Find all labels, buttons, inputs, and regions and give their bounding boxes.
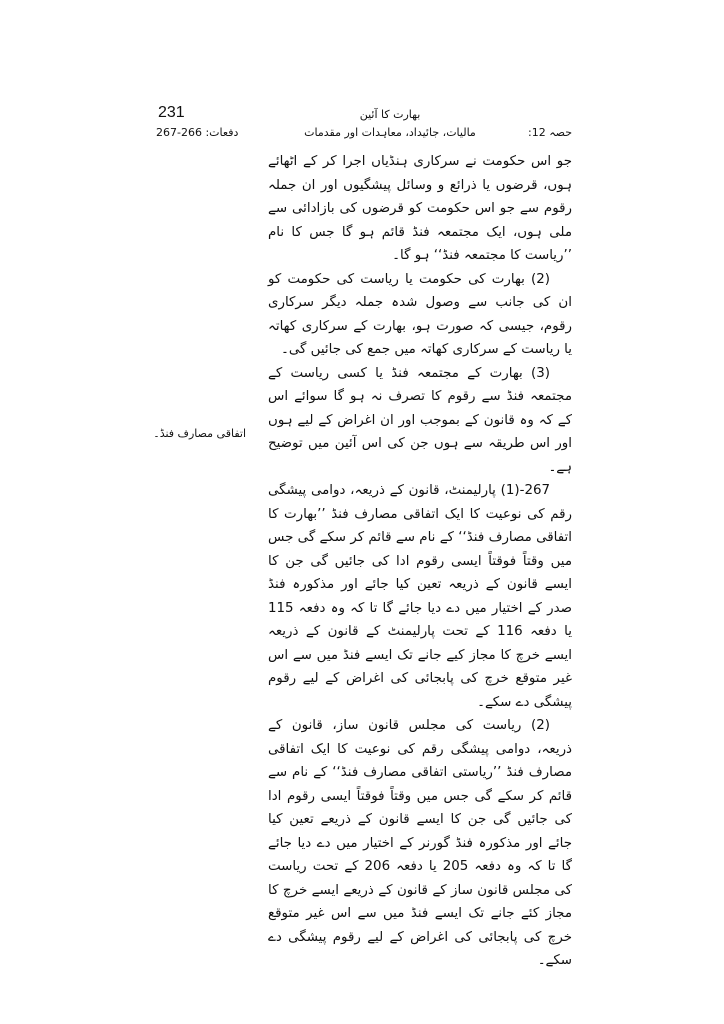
page-number: 231 — [158, 104, 185, 121]
header-subtitle: مالیات، جائیداد، معاہدات اور مقدمات — [304, 126, 476, 139]
paragraph-article-267-1: 267-(1) پارلیمنٹ، قانون کے ذریعہ، دوامی پیشگی رقم کی نوعیت کا ایک اتفاقی مصارف فنڈ ’’بھارت کا اتفاقی مصارف فنڈ‘‘ کے نام سے قائم کر سکے گی جس میں وقتاً فوقتاً ایسی رقوم ادا کی جائیں گی جن کا ایسے قانون کے ذریعہ تعین کیا جائے اور مذکورہ فنڈ صدر کے اختیار میں دے دیا جائے گا تا کہ وہ دفعہ 115 یا دفعہ 116 کے تحت پارلیمنٹ کے قانون کے ذریعہ ایسے خرچ کا مجاز کیے جانے تک ایسے فنڈ میں سے اس غیر متوقع خرچ کی پابجائی کی اغراض کے لیے رقوم پیشگی دے سکے۔ — [268, 483, 572, 710]
header-part: حصہ 12: — [528, 126, 572, 139]
paragraph-continuation: جو اس حکومت نے سرکاری ہنڈیاں اجرا کر کے اٹھائے ہوں، قرضوں یا ذرائع و وسائل پیشگیوں اور ان جملہ رقوم سے جو اس حکومت کو قرضوں کی بازادائی سے ملی ہوں، ایک مجتمعہ فنڈ قائم ہو گا جس کا نام ’’ریاست کا مجتمعہ فنڈ‘‘ ہو گا۔ — [268, 154, 572, 263]
body-text — [268, 150, 572, 973]
header-sections: دفعات: 266-267 — [156, 126, 239, 139]
paragraph-article-267-2: (2) ریاست کی مجلس قانون ساز، قانون کے ذریعہ، دوامی پیشگی رقم کی نوعیت کا ایک اتفاقی مصارف فنڈ ’’ریاستی اتفاقی مصارف فنڈ‘‘ کے نام سے قائم کر سکے گی جس میں وقتاً فوقتاً ایسی رقوم ادا کی جائیں گی جن کا ایسے قانون کے ذریعے تعین کیا جائے اور مذکورہ فنڈ گورنر کے اختیار میں دے دیا جائے گا تا کہ وہ دفعہ 205 یا دفعہ 206 کے تحت ریاست کی مجلس قانون ساز کے قانون کے ذریعے ایسے خرچ کا مجاز کئے جانے تک ایسے فنڈ میں سے اس غیر متوقع خرچ کی پابجائی کی اغراض کے لیے رقوم پیشگی دے سکے۔ — [268, 718, 572, 968]
book-title: بھارت کا آئین — [359, 108, 421, 121]
paragraph-clause-3: (3) بھارت کے مجتمعہ فنڈ یا کسی ریاست کے مجتمعہ فنڈ سے رقوم کا تصرف نہ ہو گا سوائے اس کے کہ وہ قانون کے بموجب اور ان اغراض کے لیے ہوں اور اس طریقہ سے ہوں جن کی اس آئین میں توضیح ہے۔ — [268, 365, 572, 475]
paragraph-clause-2: (2) بھارت کی حکومت یا ریاست کی حکومت کو ان کی جانب سے وصول شدہ جملہ دیگر سرکاری رقوم، جیسی کہ صورت ہو، بھارت کے سرکاری کھاتہ یا ریاست کے سرکاری کھاتہ میں جمع کی جائیں گی۔ — [268, 271, 572, 357]
margin-note: اتفاقی مصارف فنڈ۔ — [153, 427, 246, 440]
